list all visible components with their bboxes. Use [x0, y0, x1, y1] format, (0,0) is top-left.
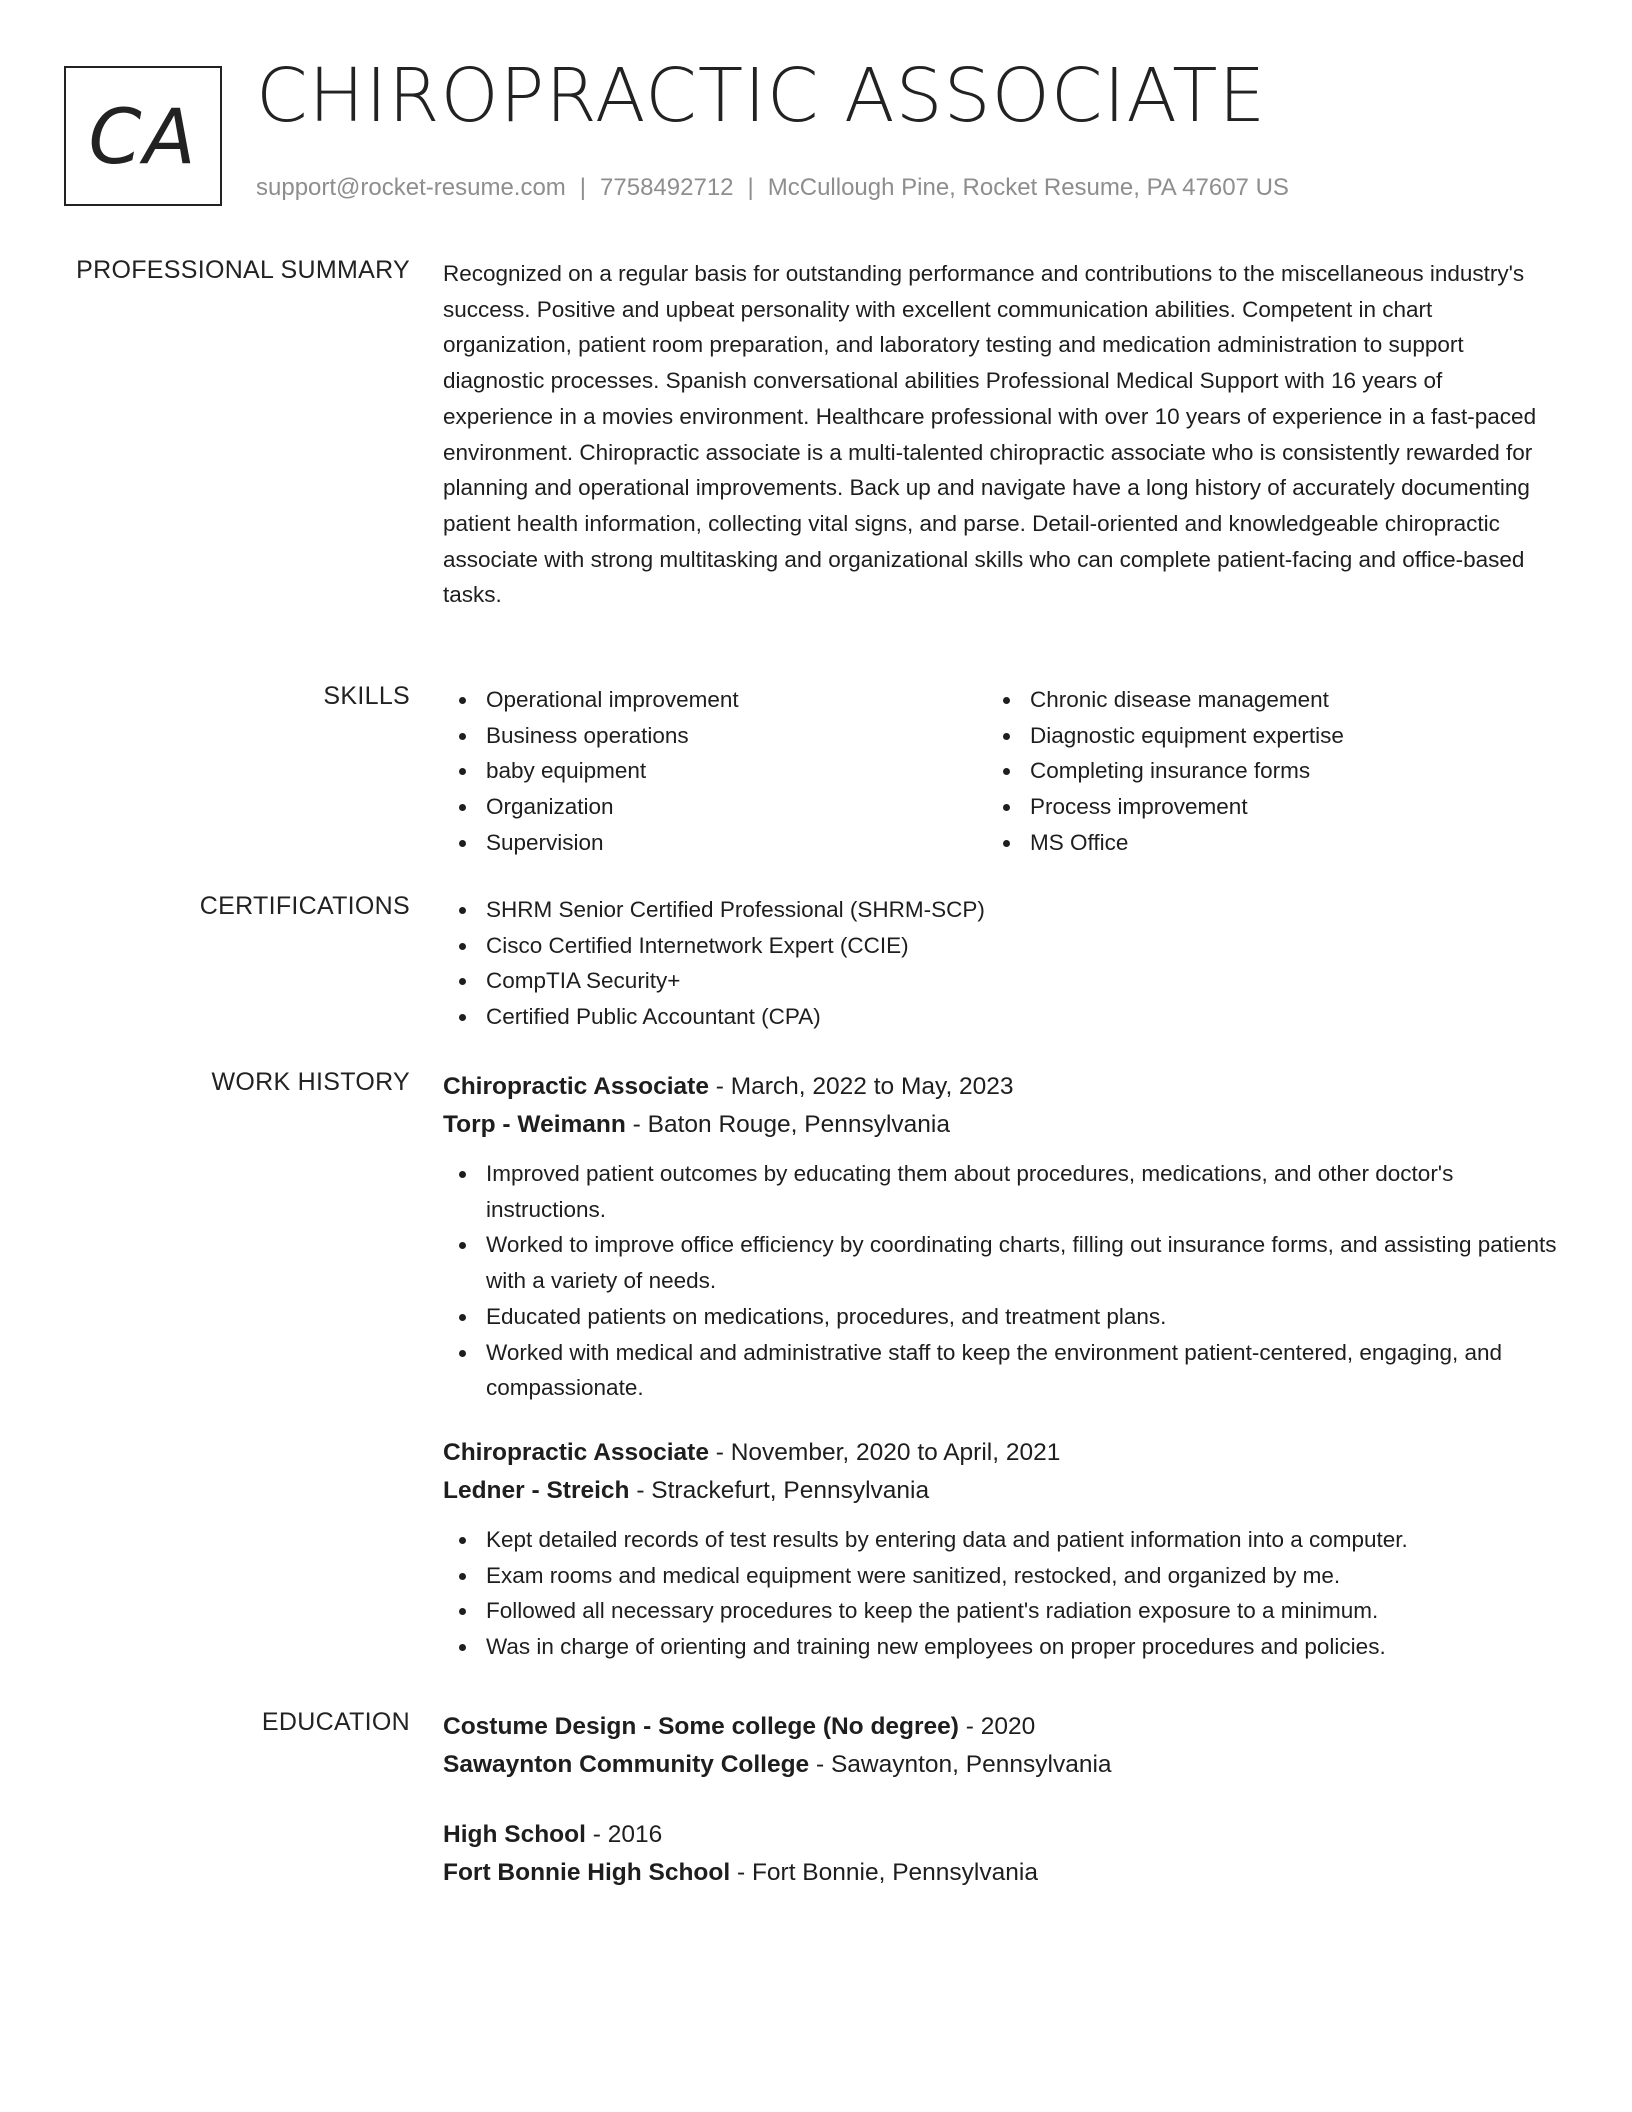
education-school: Sawaynton Community College [443, 1751, 810, 1778]
contact-separator: | [747, 174, 754, 201]
skill-item: Completing insurance forms [987, 753, 1531, 789]
job-duty-item: Educated patients on medications, procedures, and treatment plans. [443, 1299, 1558, 1335]
job-employer [443, 1106, 1558, 1144]
certification-item: SHRM Senior Certified Professional (SHRM-SCP) [443, 892, 1558, 928]
job-company: Ledner - Streich [443, 1476, 630, 1504]
job-heading [443, 1434, 1558, 1472]
job-entry [443, 1434, 1558, 1665]
section-title-summary: PROFESSIONAL SUMMARY [76, 256, 410, 284]
contact-separator: | [579, 174, 587, 201]
job-title: Chiropractic Associate [443, 1438, 709, 1466]
job-title: Chiropractic Associate [443, 1073, 709, 1100]
job-dates: - November, 2020 to April, 2021 [708, 1438, 1061, 1466]
job-duties [443, 1522, 1558, 1665]
section-title-education: EDUCATION [261, 1708, 410, 1736]
job-duty-item: Kept detailed records of test results by entering data and patient information into a computer. [443, 1522, 1558, 1558]
job-location: - Baton Rouge, Pennsylvania [625, 1111, 950, 1138]
education-heading [443, 1708, 1558, 1746]
skill-item: Chronic disease management [987, 682, 1531, 718]
job-duty-item: Worked to improve office efficiency by coordinating charts, filling out insurance forms, and assisting patients with a variety of needs. [443, 1227, 1558, 1298]
monogram-logo: CA [64, 66, 222, 206]
education-entry [443, 1816, 1558, 1892]
job-duty-item: Exam rooms and medical equipment were sanitized, restocked, and organized by me. [443, 1558, 1558, 1594]
job-heading [443, 1068, 1558, 1106]
job-dates: - March, 2022 to May, 2023 [708, 1073, 1014, 1100]
education-school: Fort Bonnie High School [443, 1859, 731, 1886]
education-entry [443, 1708, 1558, 1784]
education-degree: High School [443, 1821, 586, 1848]
skill-item: Diagnostic equipment expertise [987, 718, 1531, 754]
skill-item: MS Office [987, 825, 1531, 861]
education-school-line [443, 1854, 1558, 1892]
contact-phone[interactable]: 7758492712 [600, 174, 734, 201]
job-employer [443, 1472, 1558, 1510]
job-location: - Strackefurt, Pennsylvania [629, 1476, 930, 1504]
job-duty-item: Improved patient outcomes by educating them about procedures, medications, and other doctor's instructions. [443, 1156, 1558, 1227]
certifications-body [443, 892, 1558, 1035]
education-year: - 2020 [958, 1713, 1036, 1740]
skill-item: Process improvement [987, 789, 1531, 825]
skills-column-1 [443, 682, 987, 861]
certification-item: Cisco Certified Internetwork Expert (CCIE) [443, 928, 1558, 964]
skills-body [443, 682, 1558, 861]
education-year: - 2016 [585, 1821, 663, 1848]
contact-line [256, 174, 1289, 202]
section-title-work-history: WORK HISTORY [211, 1068, 410, 1096]
job-entry [443, 1068, 1558, 1406]
job-duty-item: Was in charge of orienting and training new employees on proper procedures and policies. [443, 1629, 1558, 1665]
contact-email[interactable]: support@rocket-resume.com [256, 174, 566, 201]
summary-text: Recognized on a regular basis for outstanding performance and contributions to the miscellaneous industry's success. Positive and upbeat personality with excellent communication abilities. Competent in chart organization, patient room preparation, and laboratory testing and medication administration to support diagnostic processes. Spanish conversational abilities Professional Medical Support with 16 years of experience in a movies environment. Healthcare professional with over 10 years of experience in a fast-paced environment. Chiropractic associate is a multi-talented chiropractic associate who is consistently rewarded for planning and operational improvements. Back up and navigate have a long history of accurately documenting patient health information, collecting vital signs, and parse. Detail-oriented and knowledgeable chiropractic associate with strong multitasking and organizational skills who can complete patient-facing and office-based tasks. [443, 261, 1537, 608]
education-heading [443, 1816, 1558, 1854]
skill-item: Business operations [443, 718, 987, 754]
job-duty-item: Worked with medical and administrative staff to keep the environment patient-centered, engaging, and compassionate. [443, 1335, 1558, 1406]
job-duties [443, 1156, 1558, 1406]
skill-item: Operational improvement [443, 682, 987, 718]
skill-item: Supervision [443, 825, 987, 861]
contact-address: McCullough Pine, Rocket Resume, PA 47607 US [767, 174, 1289, 201]
education-body [443, 1708, 1558, 1892]
candidate-name: CHIROPRACTIC ASSOCIATE [256, 53, 1267, 139]
job-duty-item: Followed all necessary procedures to keep the patient's radiation exposure to a minimum. [443, 1593, 1558, 1629]
skills-column-2 [987, 682, 1531, 861]
education-school-line [443, 1746, 1558, 1784]
section-title-certifications: CERTIFICATIONS [199, 892, 410, 920]
section-title-skills: SKILLS [323, 682, 410, 710]
skill-item: baby equipment [443, 753, 987, 789]
education-location: - Fort Bonnie, Pennsylvania [730, 1859, 1038, 1886]
certification-item: CompTIA Security+ [443, 963, 1558, 999]
education-degree: Costume Design - Some college (No degree) [443, 1713, 959, 1740]
summary-body [443, 256, 1558, 613]
job-company: Torp - Weimann [443, 1111, 626, 1138]
certification-item: Certified Public Accountant (CPA) [443, 999, 1558, 1035]
education-location: - Sawaynton, Pennsylvania [809, 1751, 1112, 1778]
skills-grid [443, 682, 1558, 861]
skill-item: Organization [443, 789, 987, 825]
certifications-list [443, 892, 1558, 1035]
work-history-body [443, 1068, 1558, 1665]
